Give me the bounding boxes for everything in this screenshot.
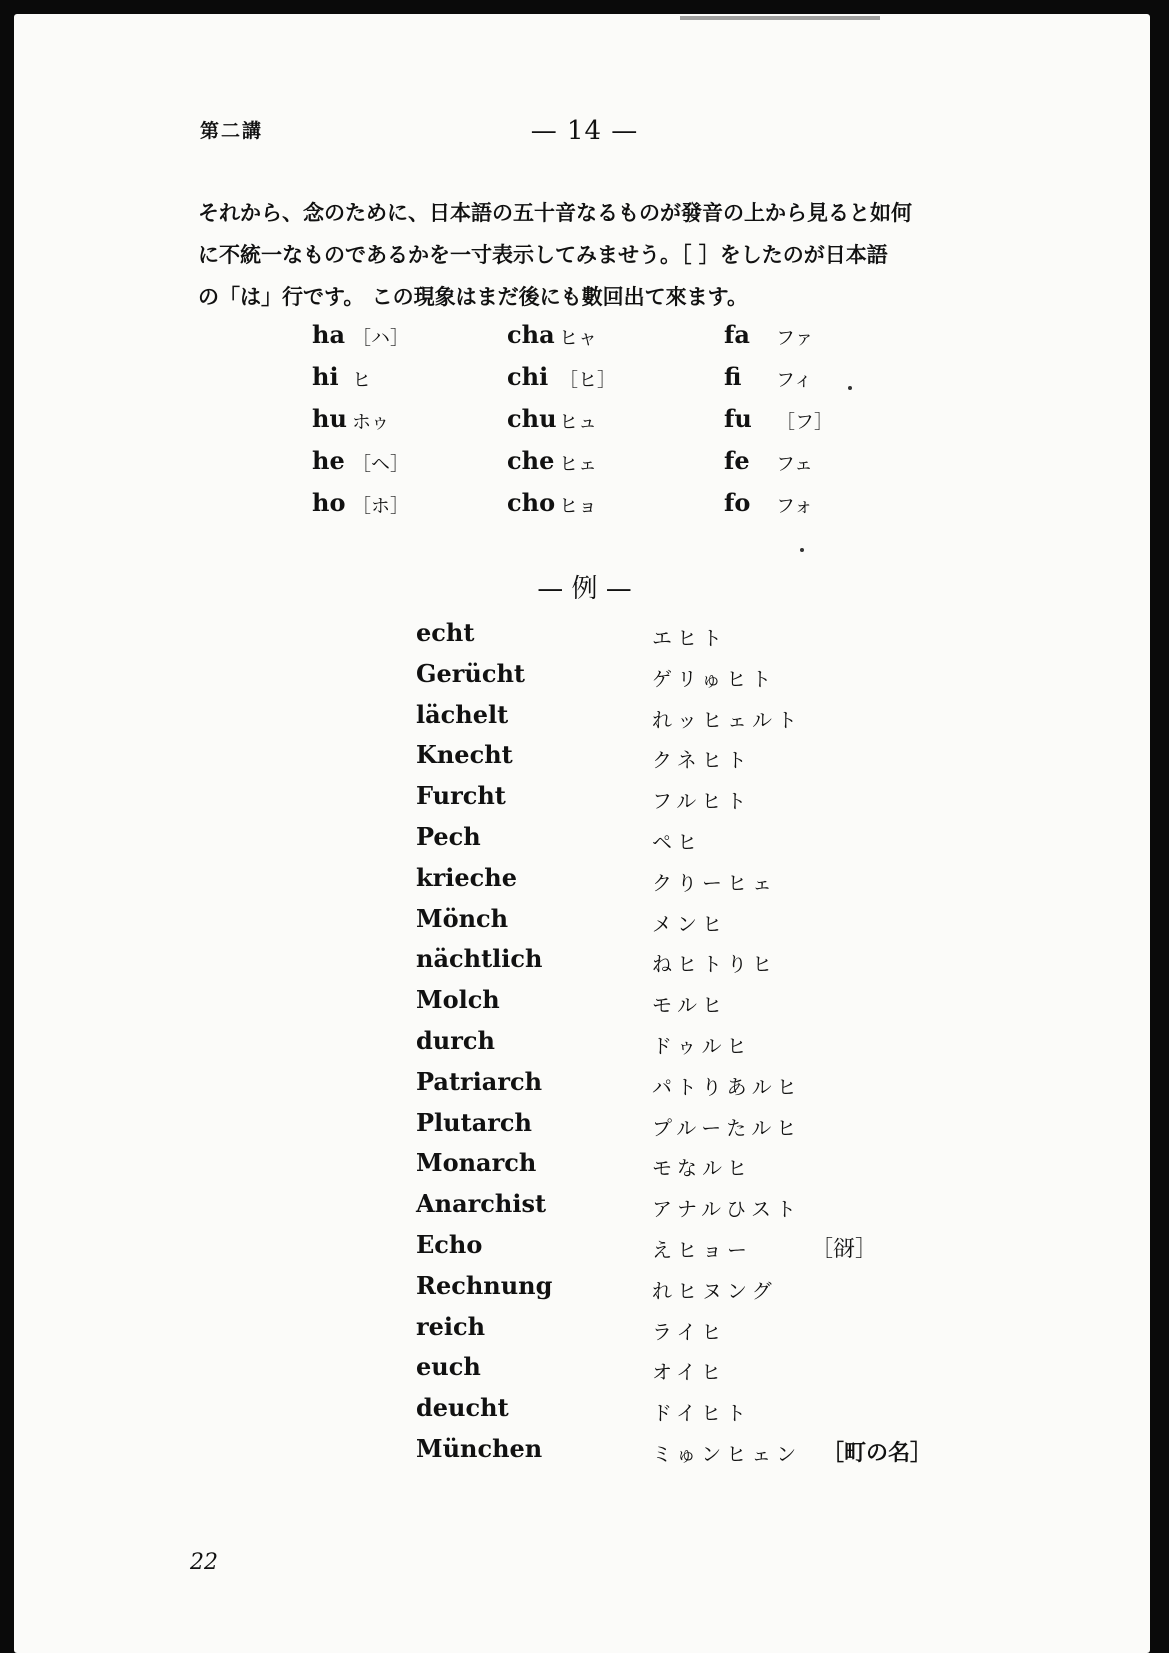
scan-speck bbox=[800, 548, 804, 552]
section-header: 第二講 bbox=[200, 120, 264, 142]
scan-artifact bbox=[680, 16, 880, 20]
kana-transcription: ドゥルヒ bbox=[652, 1034, 752, 1058]
kana-transcription: モなルヒ bbox=[652, 1156, 752, 1181]
kana-reading: ［ホ］ bbox=[352, 495, 410, 517]
german-word: nächtlich bbox=[416, 944, 543, 974]
example-row bbox=[416, 659, 1016, 702]
roman-syllable: fi bbox=[724, 362, 742, 391]
german-word: echt bbox=[416, 618, 475, 647]
german-word: krieche bbox=[416, 862, 517, 892]
kana-reading: ［ハ］ bbox=[352, 327, 410, 349]
example-row bbox=[416, 1108, 1016, 1151]
kana-transcription: ペヒ bbox=[652, 830, 702, 854]
roman-syllable: hu bbox=[312, 404, 347, 433]
roman-syllable: cho bbox=[507, 488, 556, 517]
examples-heading: — 例 — bbox=[537, 574, 632, 604]
kana-transcription: プルーたルヒ bbox=[652, 1115, 802, 1140]
kana-transcription: アナルひスト bbox=[652, 1197, 801, 1222]
german-word: München bbox=[416, 1434, 543, 1463]
example-row bbox=[416, 1393, 1016, 1436]
roman-syllable: cha bbox=[507, 320, 555, 349]
kana-reading: ヒョ bbox=[559, 495, 598, 517]
german-word: Rechnung bbox=[416, 1270, 553, 1300]
kana-transcription: れッヒェルト bbox=[652, 707, 802, 732]
paragraph-line: それから、念のために、日本語の五十音なるものが發音の上から見ると如何 bbox=[198, 201, 912, 225]
example-row bbox=[416, 1434, 1016, 1477]
folio-number: 22 bbox=[190, 1550, 218, 1575]
page-number: — 14 — bbox=[530, 116, 639, 146]
roman-syllable: fu bbox=[724, 404, 752, 433]
german-word: Echo bbox=[416, 1230, 483, 1259]
example-row bbox=[416, 1067, 1016, 1110]
example-row bbox=[416, 1230, 1016, 1273]
roman-syllable: he bbox=[312, 446, 345, 475]
roman-syllable: fa bbox=[724, 320, 750, 349]
table-row bbox=[312, 446, 912, 490]
example-row bbox=[416, 1026, 1016, 1069]
example-note: ［谺］ bbox=[811, 1237, 878, 1262]
kana-reading: ヒャ bbox=[559, 327, 598, 349]
kana-transcription: フルヒト bbox=[652, 789, 752, 814]
table-row bbox=[312, 320, 912, 364]
paragraph-line: に不統一なものであるかを一寸表示してみませう。［ ］をしたのが日本語 bbox=[198, 243, 888, 267]
german-word: durch bbox=[416, 1026, 495, 1055]
german-word: Furcht bbox=[416, 781, 506, 811]
kana-reading: ヒ bbox=[352, 369, 372, 391]
kana-transcription: モルヒ bbox=[652, 993, 727, 1018]
example-row bbox=[416, 618, 1016, 661]
roman-syllable: hi bbox=[312, 362, 339, 391]
example-row bbox=[416, 944, 1016, 987]
kana-reading: フォ bbox=[776, 495, 814, 517]
kana-reading: ホゥ bbox=[352, 411, 390, 433]
kana-reading: ヒェ bbox=[559, 453, 598, 475]
kana-transcription: メンヒ bbox=[652, 911, 727, 936]
roman-syllable: chi bbox=[507, 362, 549, 391]
kana-transcription: ドイヒト bbox=[652, 1401, 751, 1426]
german-word: Pech bbox=[416, 822, 481, 851]
roman-syllable: che bbox=[507, 446, 555, 475]
kana-reading: ファ bbox=[776, 327, 814, 349]
example-note: ［町の名］ bbox=[822, 1441, 933, 1466]
example-row bbox=[416, 1271, 1016, 1314]
kana-transcription: オイヒ bbox=[652, 1360, 726, 1385]
german-word: Anarchist bbox=[416, 1189, 547, 1219]
german-word: Molch bbox=[416, 985, 500, 1015]
example-row bbox=[416, 1352, 1016, 1395]
kana-reading: フェ bbox=[776, 453, 814, 475]
kana-reading: ヒュ bbox=[559, 411, 598, 433]
kana-transcription: ゲリゅヒト bbox=[652, 666, 777, 691]
example-row bbox=[416, 1148, 1016, 1191]
roman-syllable: chu bbox=[507, 404, 557, 433]
intro-paragraph bbox=[198, 192, 1038, 318]
table-row bbox=[312, 488, 912, 532]
kana-transcription: クネヒト bbox=[652, 748, 752, 773]
table-row bbox=[312, 404, 912, 448]
kana-transcription: パトりあルヒ bbox=[652, 1074, 802, 1099]
kana-reading: フィ bbox=[776, 369, 813, 391]
kana-transcription: クりーヒェ bbox=[652, 870, 777, 895]
german-word: Monarch bbox=[416, 1148, 537, 1178]
german-word: Gerücht bbox=[416, 658, 526, 688]
example-row bbox=[416, 1189, 1016, 1232]
kana-reading: ［ヒ］ bbox=[559, 369, 617, 391]
kana-transcription: エヒト bbox=[652, 626, 727, 650]
roman-syllable: ho bbox=[312, 488, 346, 517]
german-word: Patriarch bbox=[416, 1066, 543, 1096]
example-row bbox=[416, 1312, 1016, 1355]
example-row bbox=[416, 822, 1016, 865]
kana-transcription: れヒヌング bbox=[652, 1278, 777, 1303]
roman-syllable: ha bbox=[312, 320, 345, 349]
german-word: euch bbox=[416, 1352, 481, 1382]
roman-syllable: fe bbox=[724, 446, 750, 475]
example-row bbox=[416, 700, 1016, 743]
german-word: lächelt bbox=[416, 699, 509, 729]
kana-reading: ［フ］ bbox=[776, 411, 834, 433]
german-word: Plutarch bbox=[416, 1107, 532, 1137]
example-row bbox=[416, 740, 1016, 783]
german-word: Mönch bbox=[416, 903, 509, 933]
kana-reading: ［ヘ］ bbox=[352, 453, 410, 475]
roman-syllable: fo bbox=[724, 488, 751, 517]
example-row bbox=[416, 904, 1016, 947]
german-word: deucht bbox=[416, 1393, 509, 1423]
german-word: Knecht bbox=[416, 740, 513, 770]
kana-transcription: ねヒトりヒ bbox=[652, 952, 777, 977]
example-row bbox=[416, 863, 1016, 906]
paragraph-line: の「は」行です。 この現象はまだ後にも數回出て來ます。 bbox=[198, 285, 748, 309]
table-row bbox=[312, 362, 912, 406]
german-word: reich bbox=[416, 1311, 486, 1341]
example-row bbox=[416, 781, 1016, 824]
kana-transcription: ミゅンヒェン bbox=[652, 1442, 802, 1466]
example-row bbox=[416, 985, 1016, 1028]
kana-transcription: えヒョー bbox=[652, 1238, 752, 1262]
kana-transcription: ライヒ bbox=[652, 1319, 727, 1344]
